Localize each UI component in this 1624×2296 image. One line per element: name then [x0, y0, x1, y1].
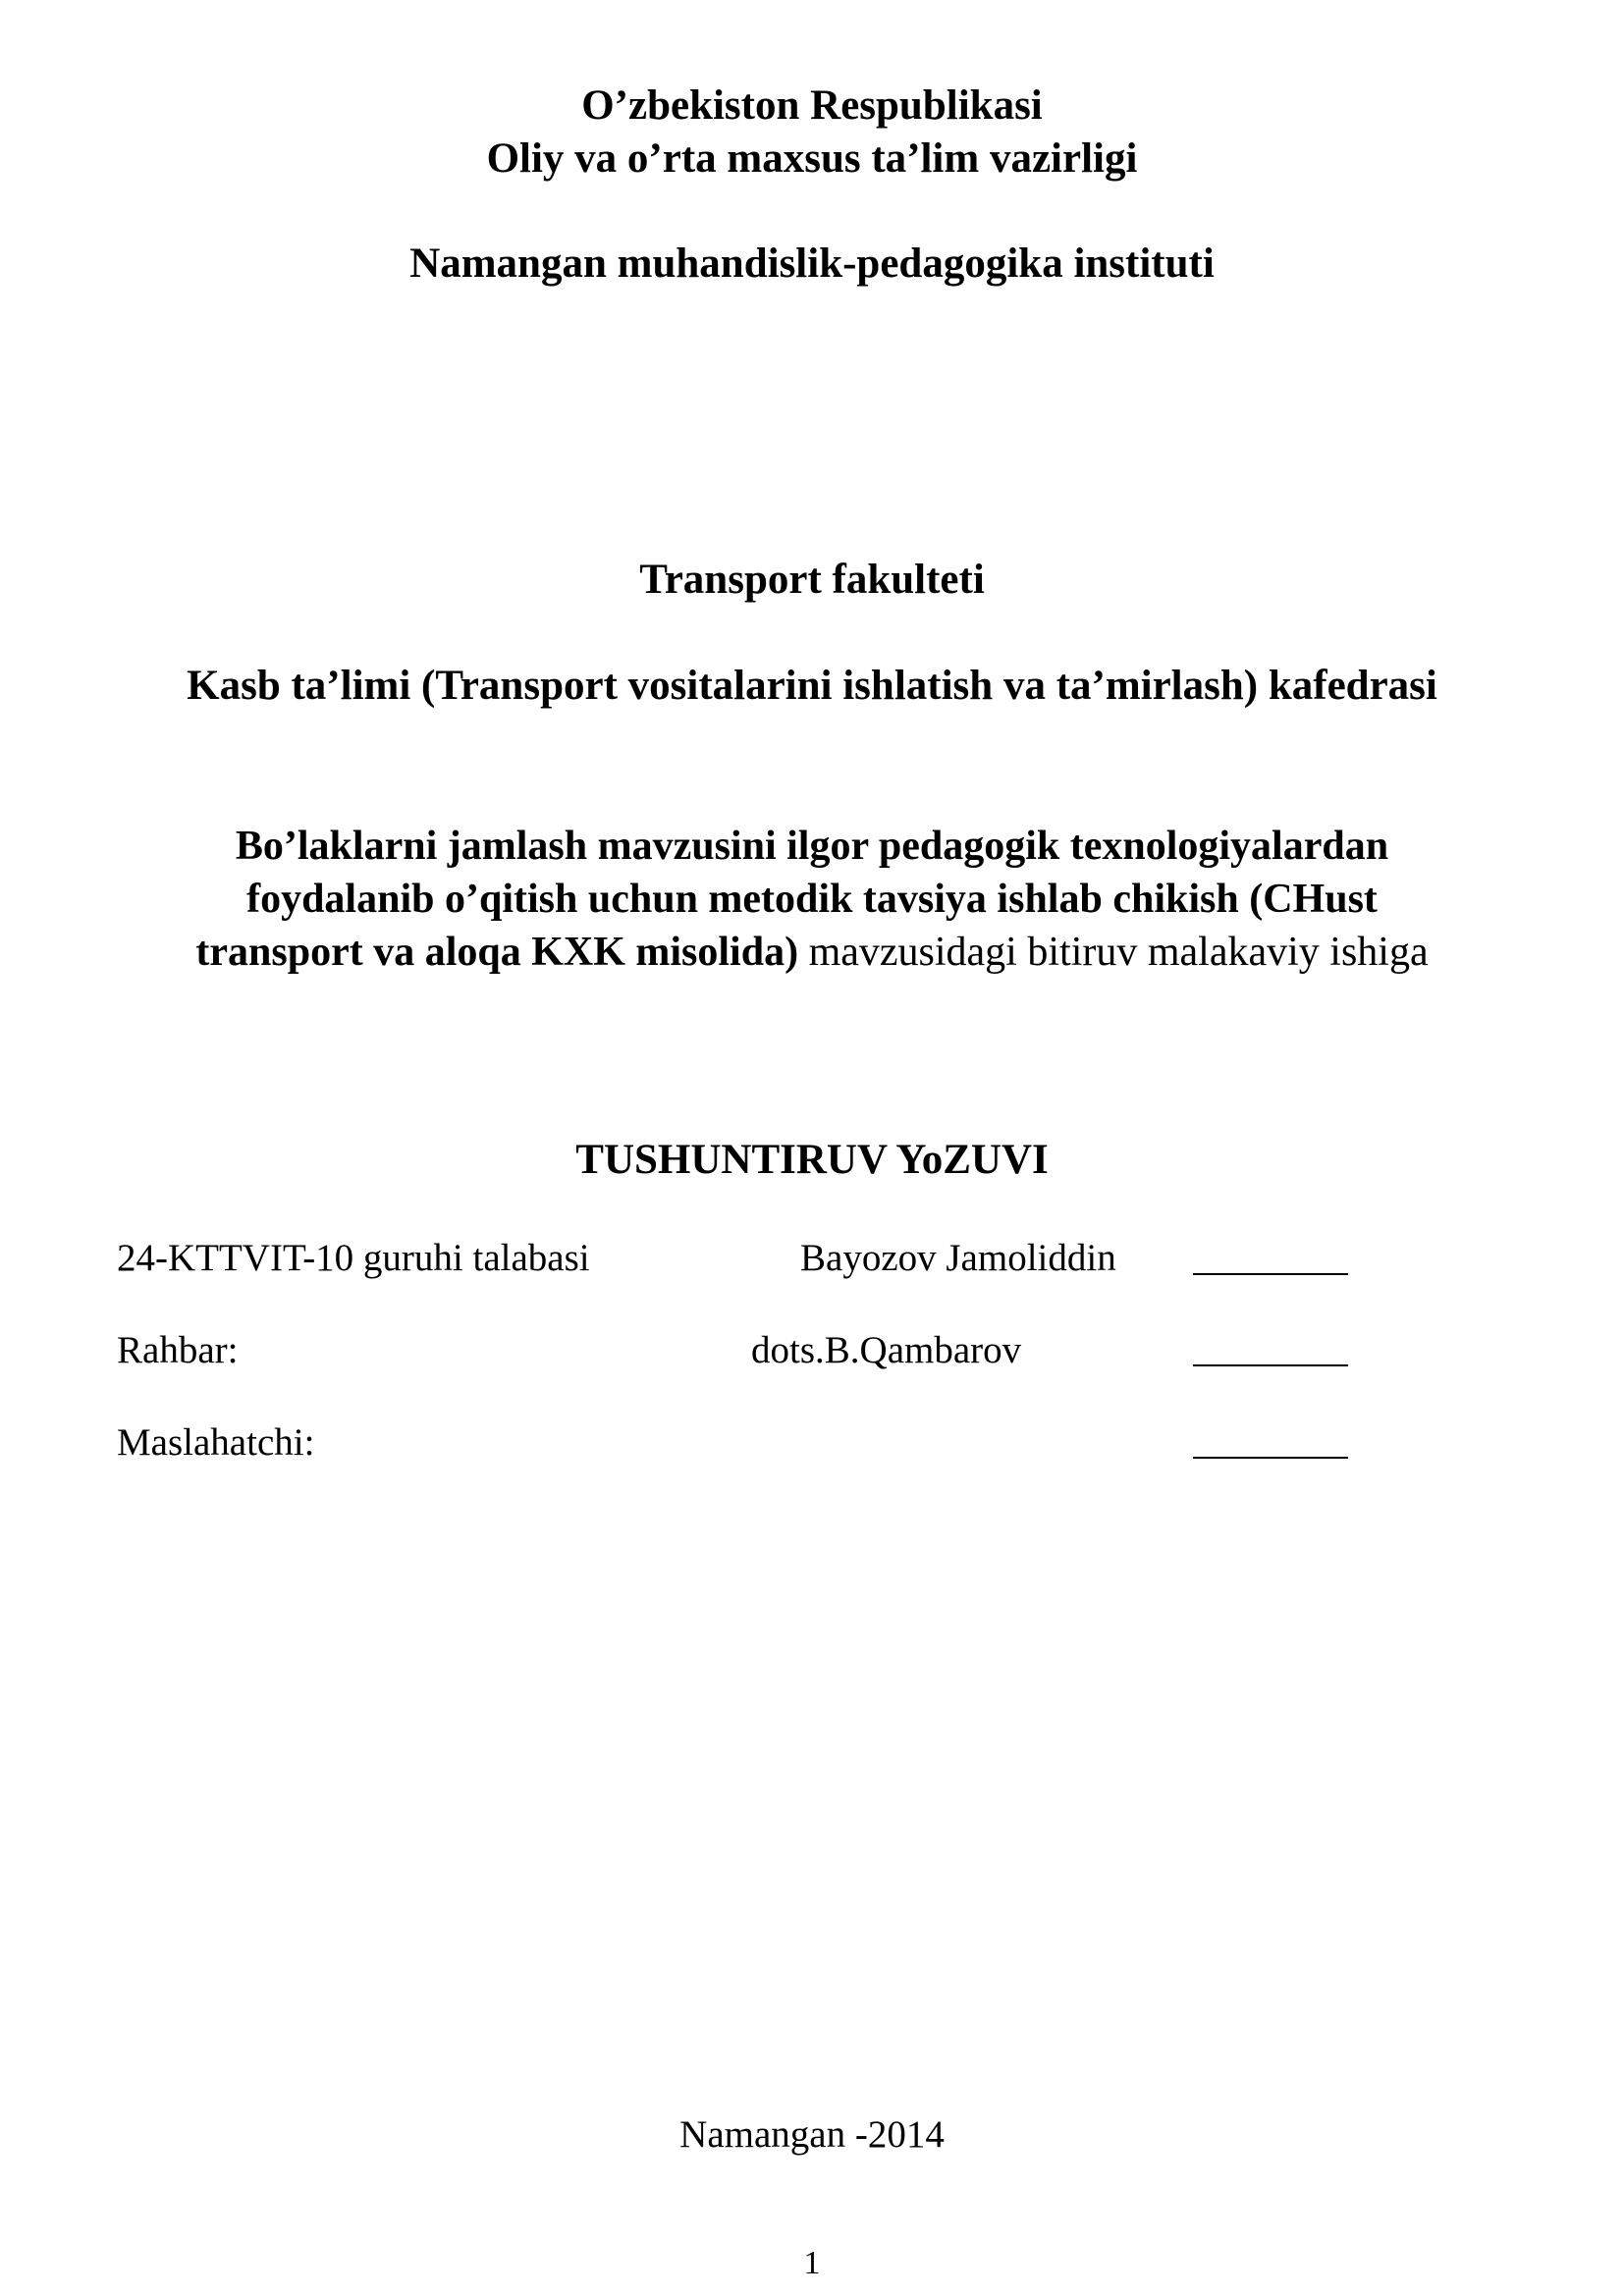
ministry-heading: Oliy va o’rta maxsus ta’lim vazirligi: [486, 135, 1138, 182]
faculty-heading: Transport fakulteti: [639, 557, 985, 603]
page-number: 1: [803, 2245, 821, 2281]
signature-row-consultant: [0, 1423, 1624, 1467]
topic-line-3-bold: transport va aloqa KXK misolida): [195, 930, 799, 975]
signature-line: [1193, 1364, 1348, 1366]
signature-name: dots.B.Qambarov: [751, 1329, 1022, 1371]
signature-name: Bayozov Jamoliddin: [800, 1237, 1116, 1279]
city-year: Namangan -2014: [679, 2113, 945, 2156]
department-heading: Kasb ta’limi (Transport vositalarini ishlatish va ta’mirlash) kafedrasi: [187, 663, 1437, 709]
topic-line-3: [0, 932, 1624, 973]
signature-role: 24-KTTVIT-10 guruhi talabasi: [117, 1237, 590, 1279]
signature-row-student: [0, 1239, 1624, 1282]
signature-line: [1193, 1273, 1348, 1275]
signature-role: Maslahatchi:: [117, 1421, 315, 1464]
signature-role: Rahbar:: [117, 1329, 239, 1371]
document-type-heading: TUSHUNTIRUV YoZUVI: [575, 1137, 1049, 1183]
institute-heading: Namangan muhandislik-pedagogika instituti: [409, 240, 1215, 287]
republic-heading: O’zbekiston Respublikasi: [581, 82, 1043, 129]
signature-line: [1193, 1457, 1348, 1459]
topic-line-2: foydalanib o’qitish uchun metodik tavsiya ishlab chikish (CHust: [246, 877, 1378, 922]
topic-line-1: Bo’laklarni jamlash mavzusini ilgor pedagogik texnologiyalardan: [235, 824, 1389, 869]
topic-line-3-normal: mavzusidagi bitiruv malakaviy ishiga: [798, 930, 1429, 975]
signature-row-supervisor: [0, 1331, 1624, 1374]
